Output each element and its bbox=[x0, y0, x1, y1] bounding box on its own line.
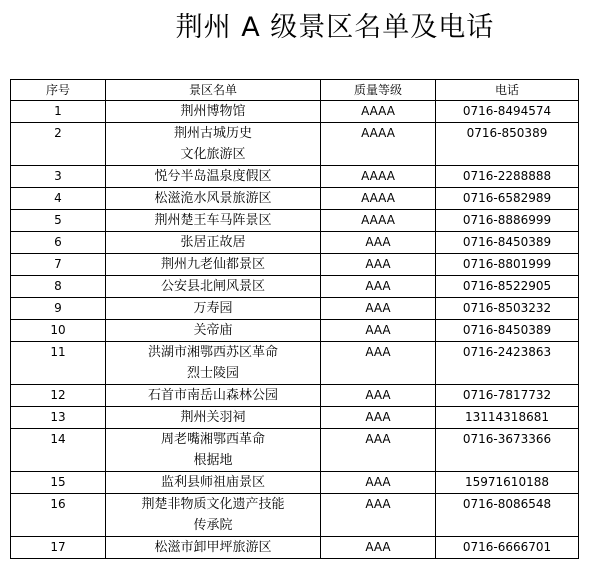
quality-grade: AAAA bbox=[321, 210, 436, 232]
scenic-area-name bbox=[106, 254, 321, 276]
scenic-area-name bbox=[106, 166, 321, 188]
scenic-area-name-line: 张居正故居 bbox=[180, 235, 246, 250]
phone-number: 0716-8503232 bbox=[436, 298, 579, 320]
table-header-row bbox=[11, 80, 579, 101]
phone-number: 0716-7817732 bbox=[436, 385, 579, 407]
table-row bbox=[11, 123, 579, 166]
row-number: 2 bbox=[11, 123, 106, 166]
scenic-area-name bbox=[106, 123, 321, 166]
table-row bbox=[11, 407, 579, 429]
row-number: 3 bbox=[11, 166, 106, 188]
quality-grade: AAA bbox=[321, 320, 436, 342]
table-row bbox=[11, 101, 579, 123]
table-row bbox=[11, 537, 579, 559]
page-title: 荆州 A 级景区名单及电话 bbox=[175, 12, 495, 43]
header-phone: 电话 bbox=[436, 80, 579, 101]
scenic-area-name-line: 洪湖市湘鄂西苏区革命 bbox=[147, 345, 278, 360]
table-row bbox=[11, 298, 579, 320]
quality-grade: AAA bbox=[321, 472, 436, 494]
scenic-area-name bbox=[106, 232, 321, 254]
table-row bbox=[11, 166, 579, 188]
row-number: 14 bbox=[11, 429, 106, 472]
table-row bbox=[11, 320, 579, 342]
row-number: 8 bbox=[11, 276, 106, 298]
scenic-area-name bbox=[106, 407, 321, 429]
phone-number: 0716-2423863 bbox=[436, 342, 579, 385]
scenic-area-name-line: 荆州楚王车马阵景区 bbox=[154, 213, 272, 228]
row-number: 6 bbox=[11, 232, 106, 254]
row-number: 15 bbox=[11, 472, 106, 494]
scenic-area-name bbox=[106, 101, 321, 123]
scenic-area-name-line: 根据地 bbox=[193, 453, 233, 468]
scenic-area-name-line: 烈士陵园 bbox=[186, 366, 239, 381]
row-number: 1 bbox=[11, 101, 106, 123]
quality-grade: AAA bbox=[321, 298, 436, 320]
table-row bbox=[11, 429, 579, 472]
row-number: 10 bbox=[11, 320, 106, 342]
scenic-area-name bbox=[106, 320, 321, 342]
phone-number: 0716-6582989 bbox=[436, 188, 579, 210]
quality-grade: AAA bbox=[321, 537, 436, 559]
table-row bbox=[11, 188, 579, 210]
scenic-area-name-line: 万寿园 bbox=[193, 301, 233, 316]
scenic-area-name bbox=[106, 210, 321, 232]
quality-grade: AAAA bbox=[321, 101, 436, 123]
scenic-area-name-line: 悦兮半岛温泉度假区 bbox=[154, 169, 272, 184]
scenic-area-name bbox=[106, 342, 321, 385]
table-row bbox=[11, 232, 579, 254]
scenic-area-name bbox=[106, 276, 321, 298]
scenic-area-name bbox=[106, 472, 321, 494]
table-row bbox=[11, 385, 579, 407]
row-number: 12 bbox=[11, 385, 106, 407]
scenic-area-name-line: 监利县师祖庙景区 bbox=[160, 475, 265, 490]
phone-number: 0716-8086548 bbox=[436, 494, 579, 537]
row-number: 16 bbox=[11, 494, 106, 537]
quality-grade: AAAA bbox=[321, 123, 436, 166]
row-number: 13 bbox=[11, 407, 106, 429]
scenic-area-name bbox=[106, 494, 321, 537]
scenic-area-name bbox=[106, 429, 321, 472]
quality-grade: AAA bbox=[321, 494, 436, 537]
phone-number: 0716-8522905 bbox=[436, 276, 579, 298]
row-number: 5 bbox=[11, 210, 106, 232]
scenic-area-name-line: 松滋洈水风景旅游区 bbox=[154, 191, 272, 206]
scenic-area-name bbox=[106, 385, 321, 407]
phone-number: 0716-8494574 bbox=[436, 101, 579, 123]
scenic-area-name-line: 荆州古城历史 bbox=[173, 126, 252, 141]
table-row bbox=[11, 276, 579, 298]
phone-number: 0716-8886999 bbox=[436, 210, 579, 232]
scenic-area-name-line: 松滋市卸甲坪旅游区 bbox=[154, 540, 272, 555]
quality-grade: AAA bbox=[321, 342, 436, 385]
table-row bbox=[11, 210, 579, 232]
quality-grade: AAAA bbox=[321, 166, 436, 188]
quality-grade: AAA bbox=[321, 385, 436, 407]
scenic-area-table bbox=[10, 79, 579, 559]
quality-grade: AAA bbox=[321, 276, 436, 298]
phone-number: 0716-6666701 bbox=[436, 537, 579, 559]
scenic-area-name-line: 周老嘴湘鄂西革命 bbox=[160, 432, 265, 447]
phone-number: 0716-3673366 bbox=[436, 429, 579, 472]
quality-grade: AAA bbox=[321, 407, 436, 429]
scenic-area-name bbox=[106, 537, 321, 559]
quality-grade: AAA bbox=[321, 254, 436, 276]
table-row bbox=[11, 254, 579, 276]
header-number: 序号 bbox=[11, 80, 106, 101]
table-row bbox=[11, 342, 579, 385]
scenic-area-name-line: 荆州关羽祠 bbox=[180, 410, 246, 425]
phone-number: 15971610188 bbox=[436, 472, 579, 494]
quality-grade: AAAA bbox=[321, 188, 436, 210]
scenic-area-name-line: 荆州九老仙都景区 bbox=[160, 257, 265, 272]
header-scenic-name: 景区名单 bbox=[106, 80, 321, 101]
table-body bbox=[11, 101, 579, 559]
quality-grade: AAA bbox=[321, 232, 436, 254]
phone-number: 13114318681 bbox=[436, 407, 579, 429]
table-row bbox=[11, 494, 579, 537]
phone-number: 0716-8450389 bbox=[436, 232, 579, 254]
row-number: 7 bbox=[11, 254, 106, 276]
scenic-area-name bbox=[106, 188, 321, 210]
phone-number: 0716-8450389 bbox=[436, 320, 579, 342]
phone-number: 0716-2288888 bbox=[436, 166, 579, 188]
row-number: 11 bbox=[11, 342, 106, 385]
scenic-area-name-line: 传承院 bbox=[193, 518, 233, 533]
row-number: 9 bbox=[11, 298, 106, 320]
phone-number: 0716-8801999 bbox=[436, 254, 579, 276]
scenic-area-name-line: 关帝庙 bbox=[193, 323, 233, 338]
scenic-area-name-line: 荆楚非物质文化遗产技能 bbox=[141, 497, 285, 512]
scenic-area-name-line: 石首市南岳山森林公园 bbox=[147, 388, 278, 403]
header-quality-grade: 质量等级 bbox=[321, 80, 436, 101]
quality-grade: AAA bbox=[321, 429, 436, 472]
phone-number: 0716-850389 bbox=[436, 123, 579, 166]
scenic-area-name-line: 文化旅游区 bbox=[180, 147, 246, 162]
scenic-area-name bbox=[106, 298, 321, 320]
row-number: 4 bbox=[11, 188, 106, 210]
scenic-area-name-line: 公安县北闸风景区 bbox=[160, 279, 265, 294]
scenic-area-name-line: 荆州博物馆 bbox=[180, 104, 246, 119]
table-row bbox=[11, 472, 579, 494]
row-number: 17 bbox=[11, 537, 106, 559]
